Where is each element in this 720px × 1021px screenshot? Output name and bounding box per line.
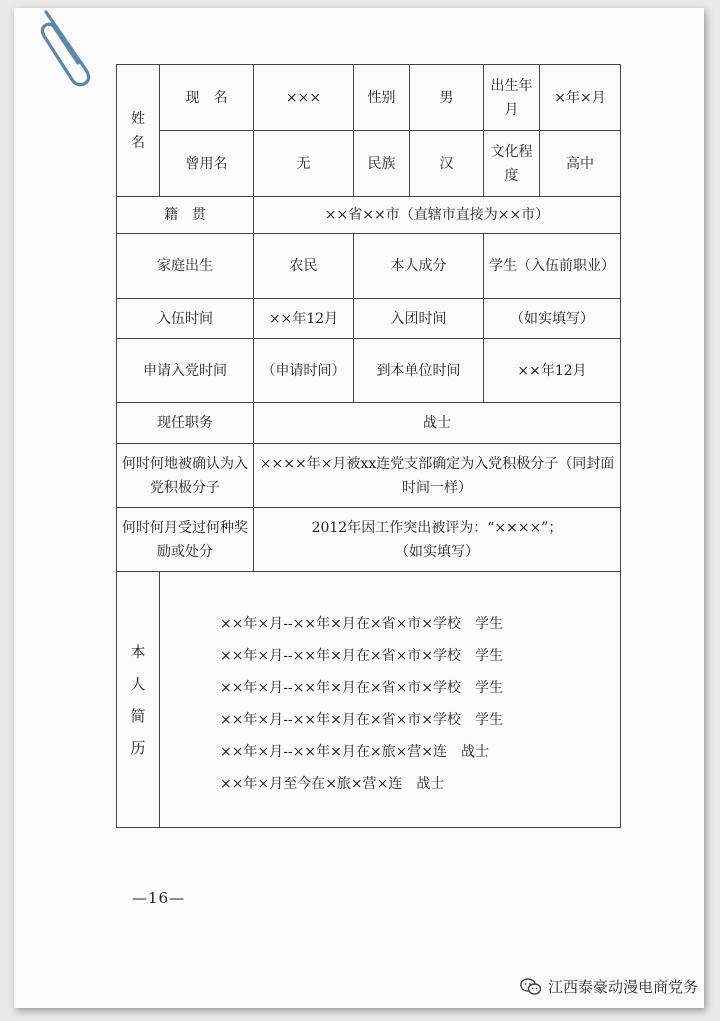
apply-party-label: 申请入党时间 <box>117 339 254 403</box>
gender-value: 男 <box>410 65 484 131</box>
resume-entry: ××年×月--××年×月在×旅×营×连 战士 <box>220 744 490 760</box>
watermark <box>520 976 698 997</box>
current-post-value: 战士 <box>254 403 621 444</box>
resume-title <box>117 572 160 828</box>
birth-value: ×年×月 <box>540 65 621 131</box>
apply-party-value: （申请时间） <box>254 339 354 403</box>
activist-value: ××××年×月被xx连党支部确定为入党积极分子（同封面时间一样） <box>254 444 621 508</box>
enlist-time-label: 入伍时间 <box>117 299 254 339</box>
native-place-label: 籍 贯 <box>117 197 254 234</box>
former-name-label: 曾用名 <box>160 131 254 197</box>
ethnicity-label: 民族 <box>354 131 410 197</box>
resume-entry: ××年×月--××年×月在×省×市×学校 学生 <box>220 648 504 664</box>
activist-label: 何时何地被确认为入党积极分子 <box>117 444 254 508</box>
native-place-value: ××省××市（直辖市直接为××市） <box>254 197 621 234</box>
watermark-text: 江西泰豪动漫电商党务 <box>547 978 698 996</box>
arrive-unit-label: 到本单位时间 <box>354 339 484 403</box>
resume-title-char: 简 <box>130 706 146 725</box>
name-header-char: 姓 <box>131 110 145 127</box>
party-application-form <box>116 64 621 828</box>
name-header <box>117 65 160 197</box>
awards-label: 何时何月受过何种奖励或处分 <box>117 508 254 572</box>
resume-entry: ××年×月--××年×月在×省×市×学校 学生 <box>220 616 504 632</box>
resume-title-char: 历 <box>130 738 146 757</box>
resume-title-char: 人 <box>130 674 146 693</box>
awards-value <box>254 508 621 572</box>
resume-entry: ××年×月至今在×旅×营×连 战士 <box>220 776 445 792</box>
paperclip-icon <box>36 8 96 88</box>
current-post-label: 现任职务 <box>117 403 254 444</box>
enlist-time-value: ××年12月 <box>254 299 354 339</box>
resume-body <box>160 572 621 828</box>
awards-line: 2012年因工作突出被评为：“××××”； <box>311 519 563 536</box>
personal-status-label: 本人成分 <box>354 234 484 299</box>
document-page <box>14 8 704 1008</box>
league-time-value: （如实填写） <box>484 299 621 339</box>
personal-status-value: 学生（入伍前职业） <box>484 234 621 299</box>
education-label: 文化程度 <box>484 131 540 197</box>
current-name-label: 现 名 <box>160 65 254 131</box>
gender-label: 性别 <box>354 65 410 131</box>
family-origin-label: 家庭出生 <box>117 234 254 299</box>
ethnicity-value: 汉 <box>410 131 484 197</box>
name-header-char: 名 <box>131 134 145 151</box>
former-name-value: 无 <box>254 131 354 197</box>
wechat-icon <box>520 978 542 996</box>
current-name-value: ××× <box>254 65 354 131</box>
birth-label: 出生年月 <box>484 65 540 131</box>
education-value: 高中 <box>540 131 621 197</box>
page-number: —16— <box>132 889 186 907</box>
league-time-label: 入团时间 <box>354 299 484 339</box>
awards-line: （如实填写） <box>395 543 479 560</box>
resume-entry: ××年×月--××年×月在×省×市×学校 学生 <box>220 680 504 696</box>
arrive-unit-value: ××年12月 <box>484 339 621 403</box>
resume-entry: ××年×月--××年×月在×省×市×学校 学生 <box>220 712 504 728</box>
resume-title-char: 本 <box>130 642 146 661</box>
family-origin-value: 农民 <box>254 234 354 299</box>
